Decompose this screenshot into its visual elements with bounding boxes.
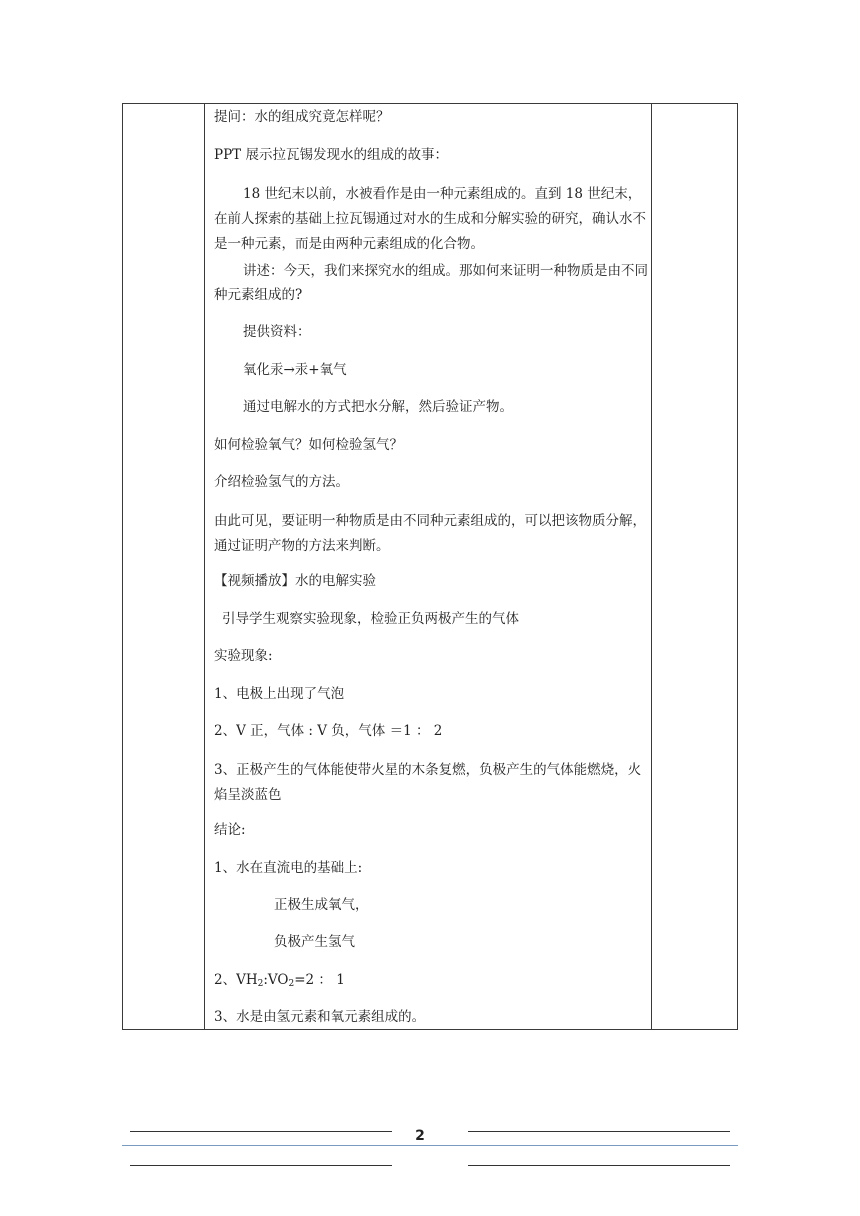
footer-rule-right-bottom [468,1165,730,1166]
question-gas-testing: 如何检验氧气？如何检验氢气？ [214,437,403,453]
video-tag: 【视频播放】 [214,573,295,589]
oxygen-subscript: 2 [288,979,295,989]
lavoisier-story: 18 世纪末以前，水被看作是由一种元素组成的。直到 18 世纪末，在前人探索的基础上拉瓦锡通过对水的生成和分解实验的研究，确认水不是一种元素，而是由两种元素组成的化合物。 [214,186,646,252]
video-title: 水的电解实验 [295,573,376,589]
conclusion-1: 1、水在直流电的基础上: [214,860,363,876]
ppt-story-heading: PPT 展示拉瓦锡发现水的组成的故事： [214,147,448,163]
observation-guide: 引导学生观察实验现象，检验正负两极产生的气体 [222,611,519,627]
phenomenon-1: 1、电极上出现了气泡 [214,686,345,702]
column-divider-right [651,104,652,1029]
hydrogen-test-intro: 介绍检验氢气的方法。 [214,474,349,490]
footer-rule-left-bottom [130,1165,392,1166]
electrolysis-method: 通过电解水的方式把水分解，然后验证产物。 [243,399,513,415]
phenomenon-3: 3、正极产生的气体能使带火星的木条复燃，负极产生的气体能燃烧，火焰呈淡蓝色 [214,762,642,803]
footer-rule-right-top [468,1131,730,1132]
ratio-suffix: =2 ： 1 [294,972,345,988]
conclusion-1-positive: 正极生成氧气， [274,897,369,913]
mercury-oxide-reaction: 氧化汞→汞+氧气 [243,362,347,378]
phenomena-label: 实验现象: [214,648,273,664]
conclusion-label: 结论: [214,822,246,838]
provided-data-label: 提供资料： [243,324,311,340]
ratio-middle: :VO [263,972,289,988]
video-playback-line [214,571,650,591]
hydrogen-subscript: 2 [257,979,264,989]
lesson-table [122,103,738,1030]
ratio-prefix: 2、VH [214,972,258,988]
page-number: 2 [415,1128,425,1144]
footer-rule-left-top [130,1131,392,1132]
conclusion-1-negative: 负极产生氢气 [274,934,355,950]
conclusion-2-volume-ratio [214,970,650,990]
column-divider-left [204,104,205,1029]
question-water-composition: 提问：水的组成究竟怎样呢？ [214,109,390,125]
lecture-text: 讲述：今天，我们来探究水的组成。那如何来证明一种物质是由不同种元素组成的? [214,263,648,303]
conclusion-3: 3、水是由氢元素和氧元素组成的。 [214,1009,426,1025]
footer-rule-blue [122,1145,738,1146]
phenomenon-2: 2、V 正，气体 : V 负，气体 ＝1 ： 2 [214,723,443,739]
summary-text: 由此可见，要证明一种物质是由不同种元素组成的，可以把该物质分解，通过证明产物的方法来判断。 [214,513,646,554]
